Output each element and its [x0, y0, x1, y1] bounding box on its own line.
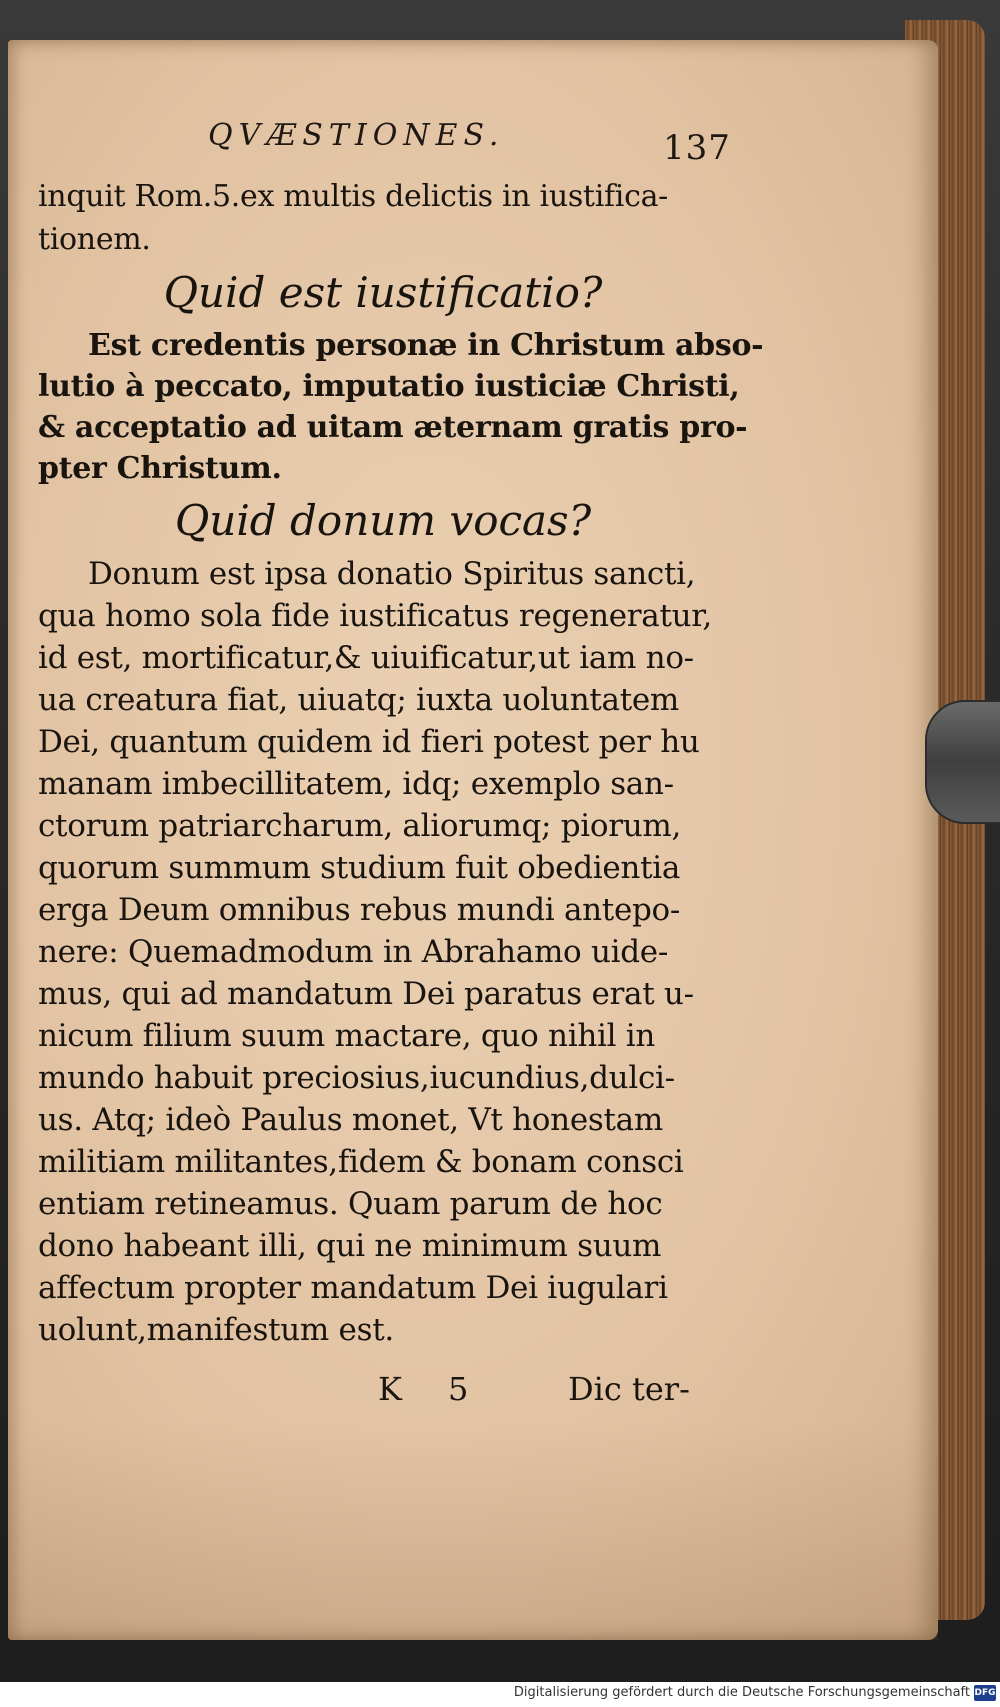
- text-line: us. Atq; ideò Paulus monet, Vt honestam: [38, 1102, 663, 1138]
- footer-credit: Digitalisierung gefördert durch die Deutsche Forschungsgemeinschaft: [513, 1685, 970, 1700]
- text-line: Dei, quantum quidem id fieri potest per hu: [38, 724, 700, 760]
- catchword: Dic ter-: [568, 1370, 690, 1408]
- text-line: nicum filium suum mactare, quo nihil in: [38, 1018, 656, 1054]
- text-line: Est credentis personæ in Christum abso-: [88, 328, 764, 363]
- book-page: [8, 40, 938, 1640]
- page-number: 137: [663, 128, 731, 168]
- signature-mark: K: [378, 1370, 402, 1408]
- text-line: ua creatura fiat, uiuatq; iuxta uoluntatem: [38, 682, 680, 718]
- signature-number: 5: [448, 1370, 469, 1408]
- text-line: mus, qui ad mandatum Dei paratus erat u-: [38, 976, 694, 1012]
- text-line: uolunt,manifestum est.: [38, 1312, 394, 1348]
- question-heading-justification: Quid est iustificatio?: [163, 268, 603, 317]
- text-line: mundo habuit preciosius,iucundius,dulci-: [38, 1060, 675, 1096]
- text-line: nere: Quemadmodum in Abrahamo uide-: [38, 934, 669, 970]
- dfg-logo-icon: DFG: [974, 1685, 996, 1701]
- text-line: ctorum patriarcharum, aliorumq; piorum,: [38, 808, 682, 844]
- text-line: pter Christum.: [38, 451, 282, 486]
- text-block: [38, 175, 764, 1351]
- footer-bar: [0, 1682, 1000, 1707]
- text-line: affectum propter mandatum Dei iugulari: [38, 1270, 668, 1306]
- text-line: dono habeant illi, qui ne minimum suum: [38, 1228, 662, 1264]
- text-line: manam imbecillitatem, idq; exemplo san-: [38, 766, 674, 802]
- text-line: erga Deum omnibus rebus mundi antepo-: [38, 892, 681, 928]
- question-heading-gift: Quid donum vocas?: [174, 496, 592, 545]
- text-line: entiam retineamus. Quam parum de hoc: [38, 1186, 663, 1222]
- text-line: tionem.: [38, 222, 151, 257]
- book-clasp: [925, 700, 1000, 824]
- text-line: lutio à peccato, imputatio iusticiæ Christi,: [38, 369, 740, 404]
- text-line: quorum summum studium fuit obedientia: [38, 850, 681, 886]
- text-line: & acceptatio ad uitam æternam gratis pro-: [38, 410, 748, 445]
- running-head: QVÆSTIONES.: [208, 118, 505, 153]
- text-line: militiam militantes,fidem & bonam consci: [38, 1144, 684, 1180]
- page-shading: [8, 1420, 938, 1640]
- text-line: id est, mortificatur,& uiuificatur,ut iam no-: [38, 640, 694, 676]
- text-line: Donum est ipsa donatio Spiritus sancti,: [88, 556, 696, 592]
- text-line: qua homo sola fide iustificatus regeneratur,: [38, 598, 712, 634]
- text-line: inquit Rom.5.ex multis delictis in iustifica-: [38, 179, 669, 214]
